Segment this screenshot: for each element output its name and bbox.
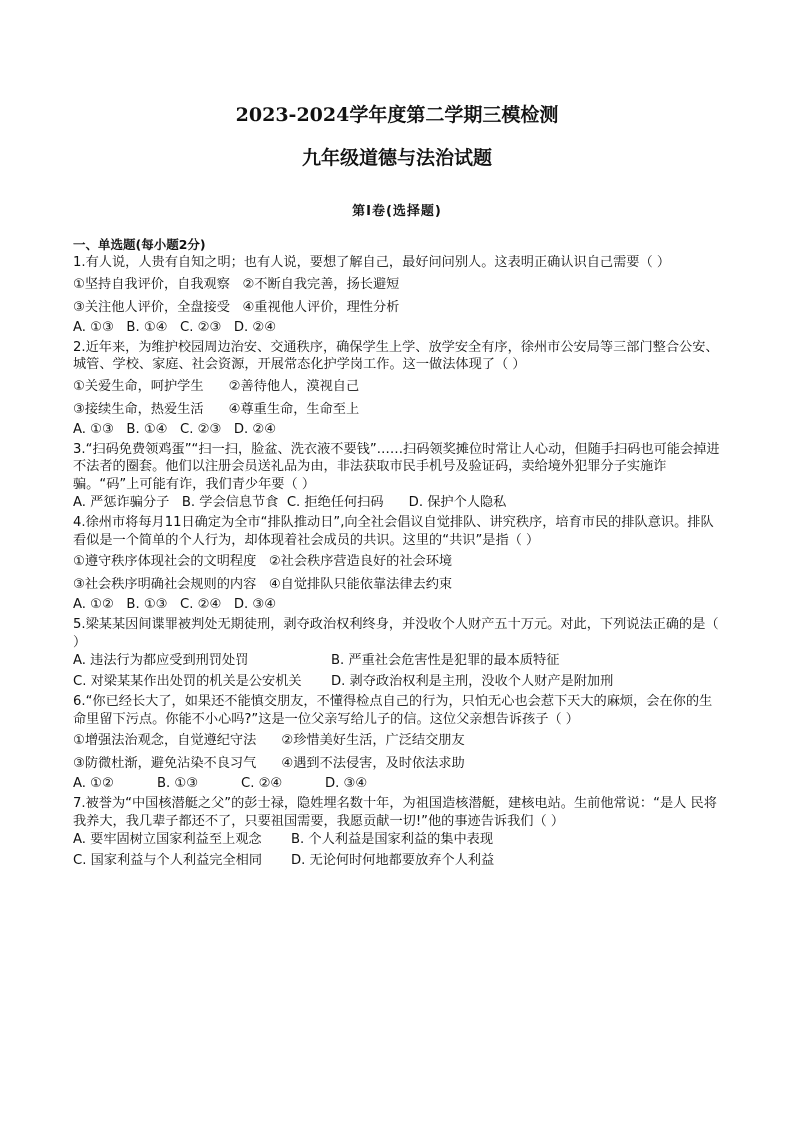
option-b: B. 严重社会危害性是犯罪的最本质特征 (331, 653, 560, 668)
answer-choices: A. ①③ B. ①④ C. ②③ D. ②④ (73, 319, 277, 335)
answer-choices: A. ①② B. ①③ C. ②④ D. ③④ (73, 597, 277, 612)
statement-row: ①坚持自我评价，自我观察 ②不断自我完善，扬长避短 (73, 276, 400, 292)
option-row (73, 672, 723, 693)
question-7 (73, 795, 723, 872)
exam-title: 2023-2024学年度第二学期三模检测 (235, 104, 559, 126)
statement-row: ③社会秩序明确社会规则的内容 ④自觉排队只能依靠法律去约束 (73, 577, 453, 592)
question-2 (73, 339, 723, 441)
option-c: C. ②④ (241, 776, 283, 791)
section-heading: 第Ⅰ卷(选择题) (352, 204, 442, 219)
question-stem: 5.梁某某因间谍罪被判处无期徒刑，剥夺政治权利终身，并没收个人财产五十万元。对此，下列说法正确的是（ ） (73, 617, 719, 650)
question-3 (73, 441, 723, 515)
option-a: A. ①② (73, 776, 114, 791)
question-list (73, 254, 723, 872)
question-stem: 7.被誉为“中国核潜艇之父”的彭士禄，隐姓埋名数十年，为祖国造核潜艇，建核电站。生前他常说：“是人 民将我养大，我几辈子都还不了，只要祖国需要，我愿贡献一切!”他的事迹告诉我们（ ） (73, 796, 717, 829)
option-row (73, 851, 723, 872)
question-stem: 1.有人说，人贵有自知之明；也有人说，要想了解自己，最好问问别人。这表明正确认识自己需要（ ） (73, 255, 671, 270)
question-5 (73, 616, 723, 693)
question-stem: 6.“你已经长大了，如果还不能慎交朋友，不懂得检点自己的行为，只怕无心也会惹下天大的麻烦，会在你的生命里留下污点。你能不小心吗?”这是一位父亲写给儿子的信。这位父亲想告诉孩子（ ） (73, 694, 713, 727)
exam-subtitle: 九年级道德与法治试题 (301, 147, 492, 169)
statement-row: ①遵守秩序体现社会的文明程度 ②社会秩序营造良好的社会环境 (73, 554, 453, 569)
answer-choices: A. ①③ B. ①④ C. ②③ D. ②④ (73, 421, 277, 437)
option-b: B. ①③ (157, 776, 199, 791)
question-stem: 4.徐州市将每月11日确定为全市“排队推动日”,向全社会倡议自觉排队、讲究秩序，培育市民的排队意识。排队看似是一个简单的个人行为，却体现着社会成员的共识。这里的“共识”是指（ ） (73, 515, 714, 548)
answer-choices (73, 774, 723, 795)
statement-row: ③接续生命，热爱生活 ④尊重生命，生命至上 (73, 401, 360, 417)
question-4 (73, 514, 723, 616)
option-d: D. ③④ (325, 776, 368, 791)
answer-choices: A. 严惩诈骗分子 B. 学会信息节食 C. 拒绝任何扫码 D. 保护个人隐私 (73, 495, 507, 510)
option-d: D. 剥夺政治权利是主刑，没收个人财产是附加刑 (331, 674, 614, 689)
question-6 (73, 693, 723, 795)
option-b: B. 个人利益是国家利益的集中表现 (291, 832, 494, 847)
option-row (73, 651, 723, 672)
statement-row: ③防微杜渐，避免沾染不良习气 ④遇到不法侵害，及时依法求助 (73, 756, 465, 771)
question-stem: 2.近年来，为维护校园周边治安、交通秩序，确保学生上学、放学安全有序，徐州市公安局等三部门整合公安、城管、学校、家庭、社会资源，开展常态化护学岗工作。这一做法体现了（ ） (73, 339, 719, 372)
question-stem: 3.“扫码免费领鸡蛋”“扫一扫，脸盆、洗衣液不要钱”……扫码领奖摊位时常让人心动，但随手扫码也可能会掉进不法者的圈套。他们以注册会员送礼品为由，非法获取市民手机号及验证码，卖给境外犯罪分子实施诈骗。“码”上可能有诈，我们青少年要（ ） (73, 441, 720, 492)
option-c: C. 国家利益与个人利益完全相同 (73, 853, 263, 868)
option-row (73, 830, 723, 851)
option-d: D. 无论何时何地都要放弃个人利益 (291, 853, 495, 868)
statement-row: ①关爱生命，呵护学生 ②善待他人，漠视自己 (73, 378, 360, 394)
option-a: A. 违法行为都应受到刑罚处罚 (73, 653, 249, 668)
part-heading: 一、单选题(每小题2分) (73, 237, 206, 252)
statement-row: ③关注他人评价，全盘接受 ④重视他人评价，理性分析 (73, 299, 400, 315)
question-1 (73, 254, 723, 339)
statement-row: ①增强法治观念，自觉遵纪守法 ②珍惜美好生活，广泛结交朋友 (73, 733, 465, 748)
option-a: A. 要牢固树立国家利益至上观念 (73, 832, 262, 847)
option-c: C. 对梁某某作出处罚的机关是公安机关 (73, 674, 302, 689)
